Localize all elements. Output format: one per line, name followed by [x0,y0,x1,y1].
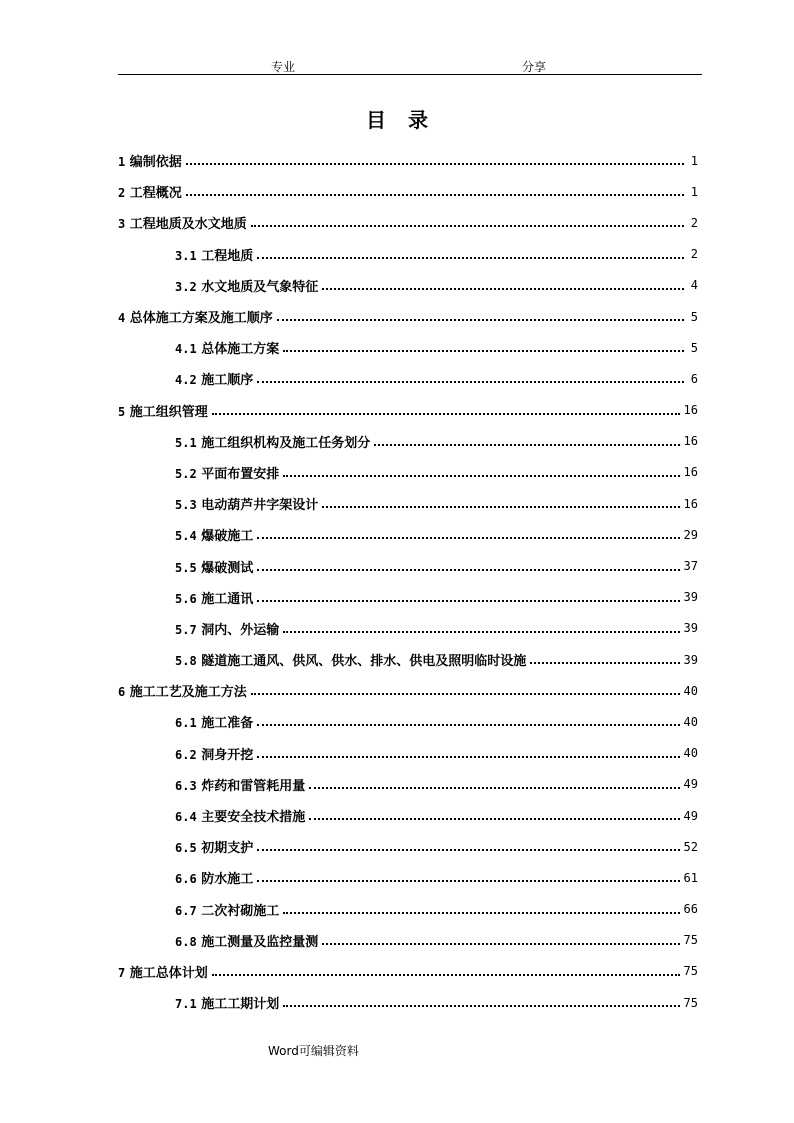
toc-entry[interactable] [118,925,698,956]
toc-entry-number: 6.6 [175,872,197,887]
toc-entry-number: 5.2 [175,466,197,481]
toc-page-number: 75 [683,995,698,1010]
toc-entry-text: 二次衬砌施工 [201,903,280,919]
toc-dot-leader [257,599,679,602]
toc-entry-label [175,931,318,950]
toc-entry-label [118,151,182,170]
toc-entry-text: 总体施工方案 [201,342,280,358]
toc-entry-text: 平面布置安排 [201,466,280,482]
toc-dot-leader [251,224,684,227]
toc-entry-label [175,993,279,1012]
toc-page-number: 16 [683,465,698,480]
toc-entry-text: 施工测量及监控量测 [201,934,319,950]
toc-entry-number: 3.1 [175,248,197,263]
toc-entry-number: 5.3 [175,498,197,513]
toc-entry-text: 洞身开挖 [201,747,254,763]
toc-entry-label [175,494,318,513]
toc-entry[interactable] [118,675,698,706]
table-of-contents [118,145,698,1018]
toc-page-number: 1 [690,184,698,199]
toc-entry-text: 总体施工方案及施工顺序 [129,311,273,327]
toc-title: 目录 [366,108,450,132]
toc-entry-number: 7.1 [175,997,197,1012]
toc-dot-leader [257,256,684,259]
toc-page-number: 40 [683,683,698,698]
toc-entry-text: 编制依据 [129,155,182,171]
toc-entry[interactable] [118,800,698,831]
toc-page-number: 75 [683,933,698,948]
toc-page-number: 75 [683,964,698,979]
toc-entry[interactable] [118,613,698,644]
toc-entry-label [175,619,279,638]
toc-entry-text: 施工准备 [201,716,254,732]
toc-entry-text: 隧道施工通风、供风、供水、排水、供电及照明临时设施 [201,654,527,670]
toc-entry[interactable] [118,769,698,800]
toc-entry-number: 6.7 [175,903,197,918]
toc-page-number: 40 [683,714,698,729]
toc-entry-number: 1 [118,155,126,170]
header-left-text: 专业 [271,60,296,74]
toc-entry-label [118,401,208,420]
toc-entry-label [175,806,305,825]
toc-entry-text: 洞内、外运输 [201,622,280,638]
toc-page-number: 49 [683,777,698,792]
toc-page-number: 2 [690,215,698,230]
toc-entry-label [175,712,253,731]
toc-entry[interactable] [118,239,698,270]
toc-entry-label [175,245,253,264]
toc-dot-leader [257,723,679,726]
toc-entry[interactable] [118,519,698,550]
toc-page-number: 49 [683,808,698,823]
toc-entry-text: 主要安全技术措施 [201,810,306,826]
toc-dot-leader [257,848,679,851]
toc-entry[interactable] [118,862,698,893]
toc-entry-number: 3 [118,217,126,232]
toc-dot-leader [251,692,680,695]
toc-entry-label [175,432,370,451]
toc-dot-leader [257,568,679,571]
toc-entry-label [175,744,253,763]
toc-entry[interactable] [118,488,698,519]
toc-entry-number: 5.5 [175,560,197,575]
toc-entry-label [175,338,279,357]
toc-entry-number: 6.3 [175,778,197,793]
toc-entry-number: 6.8 [175,934,197,949]
toc-dot-leader [530,661,679,664]
toc-entry-number: 5.4 [175,529,197,544]
toc-entry-number: 4.1 [175,342,197,357]
toc-entry[interactable] [118,550,698,581]
toc-page-number: 39 [683,652,698,667]
toc-dot-leader [277,318,684,321]
toc-entry[interactable] [118,270,698,301]
toc-entry[interactable] [118,426,698,457]
toc-page-number: 39 [683,590,698,605]
toc-entry-text: 施工组织管理 [129,404,208,420]
toc-entry-text: 防水施工 [201,872,254,888]
toc-page-number: 40 [683,746,698,761]
toc-dot-leader [186,162,684,165]
toc-entry-label [175,276,318,295]
toc-entry-number: 2 [118,186,126,201]
toc-entry[interactable] [118,207,698,238]
toc-page-number: 66 [683,902,698,917]
toc-entry-text: 工程概况 [129,186,182,202]
toc-entry-text: 施工组织机构及施工任务划分 [201,435,371,451]
toc-dot-leader [186,193,684,196]
toc-entry-number: 5 [118,404,126,419]
toc-entry[interactable] [118,987,698,1018]
toc-entry-number: 6.5 [175,841,197,856]
toc-entry[interactable] [118,738,698,769]
toc-entry-text: 爆破施工 [201,529,254,545]
toc-entry-number: 5.7 [175,622,197,637]
toc-dot-leader [257,380,684,383]
toc-dot-leader [257,755,679,758]
toc-entry-label [118,307,273,326]
toc-entry[interactable] [118,644,698,675]
toc-entry[interactable] [118,831,698,862]
toc-entry[interactable] [118,301,698,332]
toc-entry-number: 6.2 [175,747,197,762]
toc-entry-label [118,681,247,700]
toc-entry[interactable] [118,176,698,207]
toc-page-number: 2 [690,247,698,262]
toc-entry[interactable] [118,332,698,363]
toc-entry[interactable] [118,956,698,987]
toc-entry-label [118,213,247,232]
toc-entry-number: 7 [118,965,126,980]
toc-dot-leader [374,443,679,446]
toc-page-number: 61 [683,870,698,885]
page-footer: Word可编辑资料 [268,1044,359,1058]
toc-entry-label [175,868,253,887]
toc-entry[interactable] [118,706,698,737]
toc-entry-text: 施工顺序 [201,373,254,389]
toc-entry-label [175,463,279,482]
toc-page-number: 5 [690,340,698,355]
toc-entry-number: 6 [118,685,126,700]
toc-page-number: 16 [683,403,698,418]
toc-entry-label [175,900,279,919]
toc-page-number: 37 [683,559,698,574]
toc-dot-leader [257,536,679,539]
toc-page-number: 39 [683,621,698,636]
toc-entry-number: 6.4 [175,810,197,825]
toc-dot-leader [257,879,679,882]
toc-dot-leader [212,412,680,415]
toc-entry-number: 5.1 [175,435,197,450]
toc-entry[interactable] [118,457,698,488]
toc-entry-number: 4 [118,311,126,326]
toc-entry-text: 炸药和雷管耗用量 [201,778,306,794]
toc-entry-text: 工程地质及水文地质 [129,217,247,233]
toc-entry-label [175,369,253,388]
toc-dot-leader [322,287,684,290]
toc-entry-text: 施工工艺及施工方法 [129,685,247,701]
toc-entry[interactable] [118,363,698,394]
toc-entry-text: 水文地质及气象特征 [201,279,319,295]
toc-entry-label [175,588,253,607]
toc-entry-label [175,775,305,794]
toc-entry[interactable] [118,395,698,426]
toc-page-number: 52 [683,839,698,854]
toc-entry-number: 4.2 [175,373,197,388]
toc-page-number: 16 [683,434,698,449]
toc-entry-text: 电动葫芦井字架设计 [201,498,319,514]
toc-entry-number: 3.2 [175,279,197,294]
toc-entry[interactable] [118,145,698,176]
toc-page-number: 4 [690,278,698,293]
toc-entry-label [175,525,253,544]
toc-dot-leader [309,817,679,820]
toc-dot-leader [283,1004,679,1007]
toc-entry-label [175,650,526,669]
toc-entry-number: 5.8 [175,654,197,669]
toc-page-number: 16 [683,496,698,511]
toc-dot-leader [283,349,684,352]
toc-dot-leader [322,942,679,945]
toc-page-number: 5 [690,309,698,324]
page-header [118,56,702,75]
toc-page-number: 6 [690,371,698,386]
toc-dot-leader [309,786,679,789]
toc-entry-text: 施工工期计划 [201,997,280,1013]
toc-entry-text: 爆破测试 [201,560,254,576]
toc-entry-label [118,182,182,201]
header-right-text: 分享 [522,60,547,74]
toc-entry-label [175,837,253,856]
toc-dot-leader [322,505,679,508]
toc-entry[interactable] [118,582,698,613]
toc-entry-label [175,557,253,576]
toc-entry-number: 6.1 [175,716,197,731]
toc-dot-leader [283,474,679,477]
toc-entry-text: 施工通讯 [201,591,254,607]
toc-entry-text: 初期支护 [201,841,254,857]
toc-entry[interactable] [118,894,698,925]
toc-page-number: 1 [690,153,698,168]
toc-entry-number: 5.6 [175,591,197,606]
toc-entry-text: 施工总体计划 [129,965,208,981]
toc-page-number: 29 [683,527,698,542]
toc-dot-leader [283,630,679,633]
toc-entry-text: 工程地质 [201,248,254,264]
toc-entry-label [118,962,208,981]
toc-dot-leader [283,911,679,914]
toc-dot-leader [212,973,680,976]
